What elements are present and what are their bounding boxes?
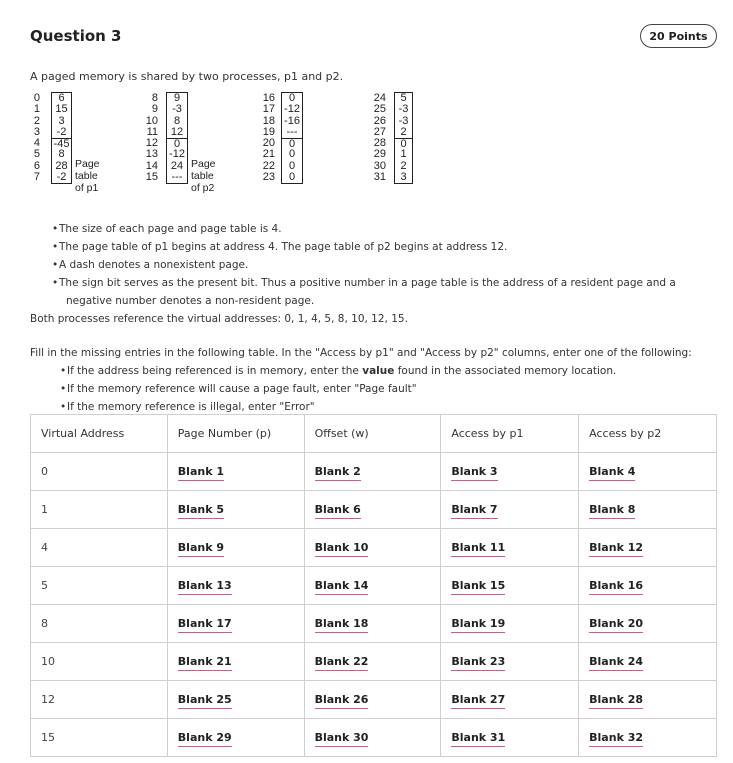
memory-cells-2	[166, 92, 188, 184]
header-access-p2: Access by p2	[579, 415, 717, 453]
blank-field[interactable]: Blank 24	[589, 655, 643, 671]
blank-field[interactable]: Blank 13	[178, 579, 232, 595]
text: If the address being referenced is in memory, enter the	[67, 365, 363, 377]
address: 21	[262, 148, 275, 161]
memory-cell: -12	[284, 103, 300, 116]
instructions	[30, 344, 692, 416]
memory-cell: 9	[173, 92, 181, 104]
address: 10	[145, 114, 158, 127]
blank-cell	[167, 643, 304, 681]
address-column-4	[370, 93, 386, 183]
label-line: Page table	[191, 158, 216, 182]
points-badge: 20 Points	[640, 24, 717, 48]
address: 2	[33, 114, 40, 127]
assumptions-list	[30, 220, 676, 328]
blank-cell	[304, 719, 441, 757]
blank-field[interactable]: Blank 8	[589, 503, 635, 519]
memory-cell: -3	[398, 103, 409, 116]
blank-cell	[304, 529, 441, 567]
blank-field[interactable]: Blank 1	[178, 465, 224, 481]
memory-cell: 0	[282, 138, 302, 149]
header-access-p1: Access by p1	[441, 415, 579, 453]
label-line: of p1	[75, 182, 99, 194]
memory-cell: 0	[288, 148, 296, 161]
table-row	[31, 491, 717, 529]
address: 9	[151, 103, 158, 116]
address: 29	[373, 148, 386, 161]
address: 18	[262, 114, 275, 127]
memory-cell: -3	[172, 103, 182, 116]
blank-cell	[304, 681, 441, 719]
memory-cell: 12	[170, 125, 184, 138]
address: 11	[146, 125, 158, 138]
address: 31	[373, 171, 386, 184]
blank-cell	[441, 529, 579, 567]
blank-field[interactable]: Blank 10	[315, 541, 369, 557]
blank-cell	[441, 605, 579, 643]
table-row	[31, 719, 717, 757]
bullet-item: • The size of each page and page table is 4.	[30, 220, 676, 238]
blank-cell	[167, 529, 304, 567]
address: 14	[145, 159, 158, 172]
virtual-address-cell: 0	[31, 453, 168, 491]
question-title: Question 3	[30, 27, 122, 45]
table-row	[31, 567, 717, 605]
blank-cell	[304, 453, 441, 491]
memory-cell: 0	[288, 171, 296, 184]
blank-cell	[579, 453, 717, 491]
address: 12	[145, 137, 158, 150]
instructions-intro: Fill in the missing entries in the following table. In the "Access by p1" and "Access by p2" columns, enter one of the following:	[30, 347, 692, 359]
address: 22	[262, 159, 275, 172]
blank-cell	[304, 605, 441, 643]
blank-field[interactable]: Blank 4	[589, 465, 635, 481]
label-line: of p2	[191, 182, 215, 194]
blank-cell	[579, 529, 717, 567]
blank-field[interactable]: Blank 22	[315, 655, 369, 671]
bullet-item: • The page table of p1 begins at address 4. The page table of p2 begins at address 12.	[30, 238, 676, 256]
blank-field[interactable]: Blank 9	[178, 541, 224, 557]
address: 28	[373, 137, 386, 150]
address: 20	[262, 137, 275, 150]
blank-field[interactable]: Blank 15	[451, 579, 505, 595]
memory-cell: ---	[171, 171, 183, 184]
memory-cell: 0	[288, 159, 296, 172]
address: 1	[33, 103, 40, 116]
blank-field[interactable]: Blank 11	[451, 541, 505, 557]
blank-field[interactable]: Blank 30	[315, 731, 369, 747]
blank-cell	[441, 719, 579, 757]
table-row	[31, 681, 717, 719]
bullet-item: • A dash denotes a nonexistent page.	[30, 256, 676, 274]
address: 3	[33, 125, 40, 138]
memory-cells-3	[281, 92, 303, 184]
bullet-continuation: negative number denotes a non-resident page.	[66, 295, 315, 307]
address: 16	[262, 92, 275, 104]
memory-cells-1	[51, 92, 72, 184]
blank-cell	[304, 491, 441, 529]
blank-cell	[579, 605, 717, 643]
instruction-item	[30, 362, 692, 380]
intro-text: A paged memory is shared by two processes, p1 and p2.	[30, 70, 344, 83]
memory-cells-4	[394, 92, 413, 184]
blank-field[interactable]: Blank 26	[315, 693, 369, 709]
address-column-2	[142, 93, 158, 183]
memory-cell: ---	[286, 125, 298, 138]
blank-cell	[441, 567, 579, 605]
address: 4	[33, 137, 40, 150]
blank-cell	[579, 643, 717, 681]
blank-field[interactable]: Blank 32	[589, 731, 643, 747]
blank-cell	[441, 491, 579, 529]
blank-field[interactable]: Blank 25	[178, 693, 232, 709]
blank-cell	[167, 491, 304, 529]
blank-cell	[167, 605, 304, 643]
memory-cell: 2	[400, 125, 407, 138]
blank-field[interactable]: Blank 6	[315, 503, 361, 519]
virtual-address-cell: 5	[31, 567, 168, 605]
header-virtual-address: Virtual Address	[31, 415, 168, 453]
memory-cell: 0	[167, 138, 187, 149]
blank-cell	[579, 719, 717, 757]
page-table-p1-label	[75, 158, 100, 194]
memory-cell: 3	[58, 114, 65, 127]
blank-field[interactable]: Blank 28	[589, 693, 643, 709]
blank-field[interactable]: Blank 3	[451, 465, 497, 481]
table-row	[31, 643, 717, 681]
blank-cell	[579, 681, 717, 719]
blank-field[interactable]: Blank 23	[451, 655, 505, 671]
memory-cell: 24	[170, 159, 184, 172]
blank-cell	[441, 643, 579, 681]
blank-cell	[579, 567, 717, 605]
table-row	[31, 529, 717, 567]
virtual-address-cell: 1	[31, 491, 168, 529]
bullet-item: • The sign bit serves as the present bit. Thus a positive number in a page table is the address of a resident page and a	[30, 274, 676, 292]
both-processes-text: Both processes reference the virtual addresses: 0, 1, 4, 5, 8, 10, 12, 15.	[30, 313, 408, 325]
table-row	[31, 453, 717, 491]
memory-cell: 8	[58, 148, 65, 161]
address: 8	[151, 92, 158, 104]
address-column-1	[24, 93, 40, 183]
text: found in the associated memory location.	[394, 365, 617, 377]
blank-field[interactable]: Blank 18	[315, 617, 369, 633]
blank-cell	[167, 453, 304, 491]
memory-cell: -2	[56, 171, 67, 184]
address: 7	[33, 171, 40, 184]
virtual-address-cell: 8	[31, 605, 168, 643]
memory-cell: 0	[288, 92, 296, 104]
memory-cell: 8	[173, 114, 181, 127]
blank-cell	[579, 491, 717, 529]
blank-cell	[167, 719, 304, 757]
blank-field[interactable]: Blank 21	[178, 655, 232, 671]
blank-field[interactable]: Blank 2	[315, 465, 361, 481]
memory-cell: 1	[400, 148, 407, 161]
blank-field[interactable]: Blank 12	[589, 541, 643, 557]
bold-text: value	[362, 365, 395, 377]
address: 30	[373, 159, 386, 172]
blank-field[interactable]: Blank 17	[178, 617, 232, 633]
header-page-number: Page Number (p)	[167, 415, 304, 453]
memory-cell: 0	[395, 138, 412, 149]
table-row	[31, 605, 717, 643]
blank-field[interactable]: Blank 16	[589, 579, 643, 595]
header-offset: Offset (w)	[304, 415, 441, 453]
blank-field[interactable]: Blank 5	[178, 503, 224, 519]
address: 5	[33, 148, 40, 161]
blank-cell	[441, 453, 579, 491]
memory-cell: -2	[56, 125, 67, 138]
address-column-3	[259, 93, 275, 183]
memory-cell: -45	[53, 138, 70, 151]
address: 15	[145, 171, 158, 184]
memory-cell: 6	[58, 92, 65, 104]
memory-cell: -16	[284, 114, 300, 127]
address: 23	[262, 171, 275, 184]
blank-cell	[167, 567, 304, 605]
memory-cell: -12	[169, 148, 185, 161]
blank-cell	[304, 567, 441, 605]
label-line: Page table	[75, 158, 100, 182]
memory-cell: 3	[400, 171, 407, 184]
address: 26	[373, 114, 386, 127]
address: 25	[373, 103, 386, 116]
memory-cell: 28	[55, 159, 68, 172]
virtual-address-cell: 15	[31, 719, 168, 757]
memory-cell: -3	[398, 114, 409, 127]
blank-cell	[441, 681, 579, 719]
instruction-item: • If the memory reference will cause a page fault, enter "Page fault"	[30, 380, 692, 398]
instruction-item: • If the memory reference is illegal, enter "Error"	[30, 398, 692, 416]
virtual-address-cell: 12	[31, 681, 168, 719]
blank-cell	[304, 643, 441, 681]
blank-field[interactable]: Blank 31	[451, 731, 505, 747]
address: 19	[262, 125, 275, 138]
blank-field[interactable]: Blank 7	[451, 503, 497, 519]
address: 0	[33, 92, 40, 104]
memory-cell: 5	[400, 92, 407, 104]
table-header-row	[31, 415, 717, 453]
page-table-p2-label	[191, 158, 216, 194]
blank-field[interactable]: Blank 14	[315, 579, 369, 595]
address: 27	[373, 125, 386, 138]
blank-field[interactable]: Blank 19	[451, 617, 505, 633]
address: 17	[262, 103, 275, 116]
blank-field[interactable]: Blank 20	[589, 617, 643, 633]
virtual-address-cell: 10	[31, 643, 168, 681]
answer-table	[30, 414, 717, 757]
address: 6	[33, 159, 40, 172]
blank-field[interactable]: Blank 29	[178, 731, 232, 747]
address: 24	[373, 92, 386, 104]
virtual-address-cell: 4	[31, 529, 168, 567]
memory-cell: 2	[400, 159, 407, 172]
memory-cell: 15	[55, 103, 68, 116]
blank-cell	[167, 681, 304, 719]
address: 13	[145, 148, 158, 161]
blank-field[interactable]: Blank 27	[451, 693, 505, 709]
